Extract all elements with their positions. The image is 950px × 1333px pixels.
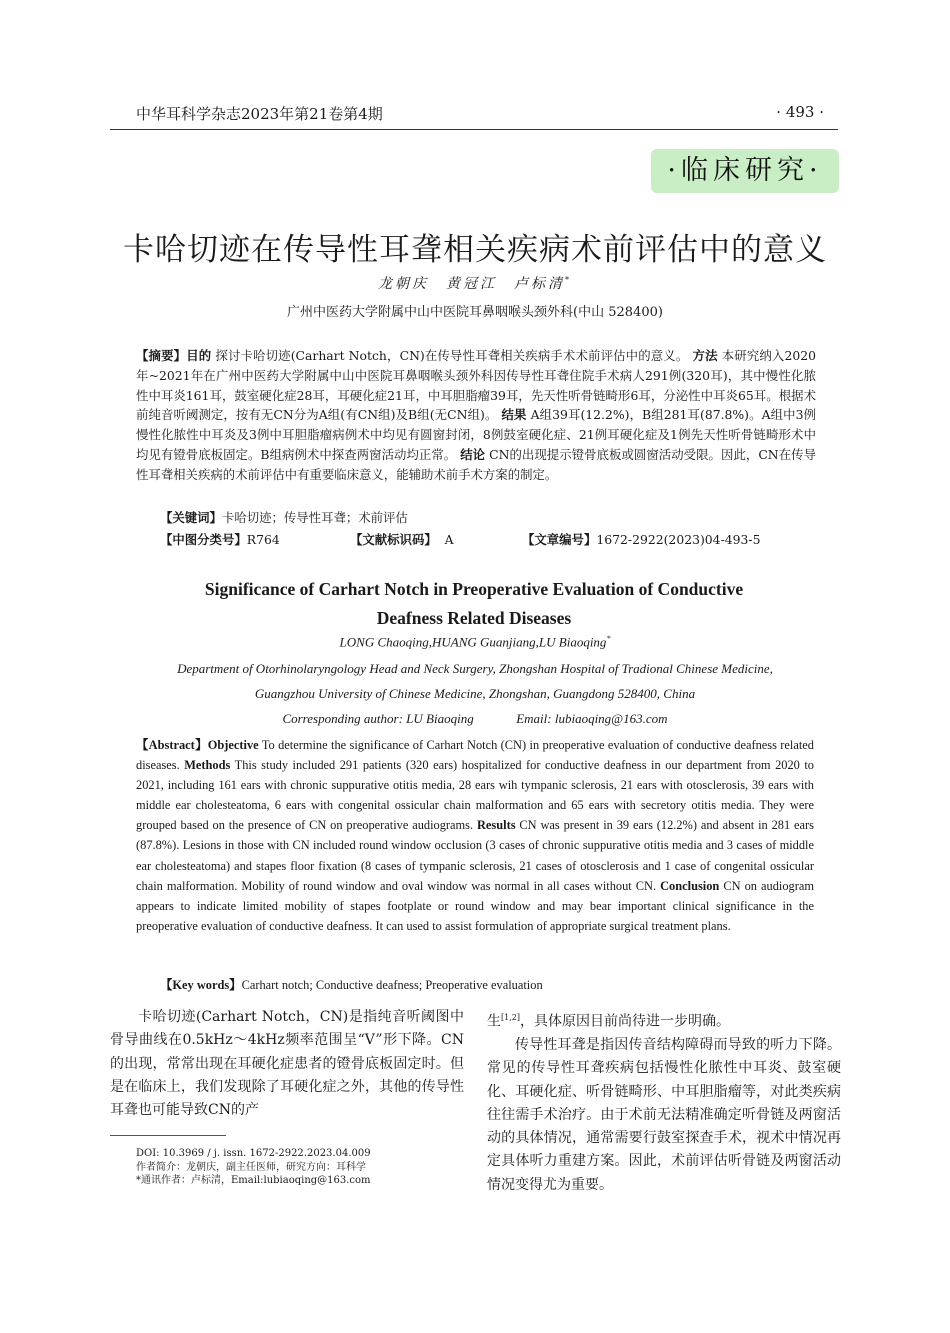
results-label: 结果 bbox=[501, 407, 527, 423]
abstract-en-objective: To determine the significance of Carhart Notch (CN) in preoperative evaluation of conductive deafness related diseases. bbox=[136, 738, 814, 773]
footnote-corresponding: *通讯作者：卢标清，Email:lubiaoqing@163.com bbox=[136, 1175, 371, 1186]
body-fragment: 生 bbox=[487, 1013, 501, 1030]
document-code bbox=[350, 530, 454, 548]
clc-label: 【中图分类号】 bbox=[160, 532, 247, 547]
footnotes bbox=[136, 1147, 466, 1188]
abstract-english bbox=[136, 735, 814, 936]
keywords-text: 卡哈切迹；传导性耳聋；术前评估 bbox=[221, 510, 408, 525]
footnote-divider bbox=[110, 1135, 226, 1136]
body-fragment: ，具体原因目前尚待进一步明确。 bbox=[519, 1013, 730, 1030]
body-column-left bbox=[110, 1006, 464, 1122]
conclusion-label: 结论 bbox=[460, 446, 486, 462]
citation-ref: [1,2] bbox=[501, 1013, 520, 1022]
keywords-english bbox=[160, 975, 820, 993]
keywords-en-label: 【Key words】 bbox=[160, 978, 242, 992]
body-paragraph-continued bbox=[487, 1006, 841, 1034]
methods-label: 方法 bbox=[692, 348, 718, 363]
corresponding-author: Corresponding author: LU Biaoqing bbox=[282, 711, 474, 726]
corresponding-english bbox=[60, 711, 890, 727]
abstract-objective: 探讨卡哈切迹(Carhart Notch，CN)在传导性耳聋相关疾病手术术前评估中的意义。 bbox=[215, 348, 689, 363]
journal-name: 中华耳科学杂志2023年第21卷第4期 bbox=[136, 105, 383, 123]
footnote-doi: DOI: 10.3969 / j. issn. 1672-2922.2023.04.009 bbox=[136, 1148, 371, 1159]
section-badge: ·临床研究· bbox=[651, 149, 839, 193]
authors-english-names: LONG Chaoqing,HUANG Guanjiang,LU Biaoqing bbox=[339, 634, 607, 650]
authors-chinese bbox=[60, 273, 890, 293]
abstract-results: A组39耳(12.2%)，B组281耳(87.8%)。A组中3例慢性化脓性中耳炎及3例中耳胆脂瘤病例术中均见有圆窗封闭，8例鼓室硬化症、21例耳硬化症及1例先天性听骨链畸形术中均见有镫骨底板固定。B组病例术中探查两窗活动均正常。 bbox=[136, 407, 816, 462]
corresponding-mark: * bbox=[565, 275, 572, 285]
corresponding-mark-en: * bbox=[606, 634, 611, 643]
page-number: · 493 · bbox=[776, 103, 824, 121]
abstract-chinese bbox=[136, 346, 816, 485]
body-column-right bbox=[487, 1006, 841, 1197]
abstract-en-methods-label: Methods bbox=[184, 758, 231, 773]
abstract-methods: 本研究纳入2020年~2021年在广州中医药大学附属中山中医院耳鼻咽喉头颈外科因传导性耳聋住院手术病人291例(320耳)，其中慢性化脓性中耳炎161耳，鼓室硬化症28耳，耳硬化症21耳，中耳胆脂瘤39耳，先天性听骨链畸形6耳，分泌性中耳炎65耳。根据术前纯音听阈测定，按有无CN分为A组(有CN组)及B组(无CN组)。 bbox=[136, 348, 817, 423]
title-english bbox=[110, 575, 838, 633]
affiliation-chinese: 广州中医药大学附属中山中医院耳鼻咽喉头颈外科(中山 528400) bbox=[287, 305, 663, 320]
body-paragraph: 传导性耳聋是指因传音结构障碍而导致的听力下降。常见的传导性耳聋疾病包括慢性化脓性中耳炎、鼓室硬化、耳硬化症、听骨链畸形、中耳胆脂瘤等，对此类疾病往往需手术治疗。由于术前无法精准确定听骨链及两窗活动的具体情况，通常需要行鼓室探查手术，视术中情况再定具体听力重建方案。因此，术前评估听骨链及两窗活动情况变得尤为重要。 bbox=[487, 1036, 841, 1193]
abstract-en-conclusion: CN on audiogram appears to indicate limited mobility of stapes footplate or round window and may bear important clinical significance in the preoperative evaluation of conductive deafness. It can used to assist formulation of appropriate surgical treatment plans. bbox=[136, 878, 814, 933]
abstract-en-methods: This study included 291 patients (320 ears) hospitalized for conductive deafness in our department from 2020 to 2021, including 161 ears with chronic suppurative otitis media, 28 ears wih tympanic sclerosis, 21 ears with otosclerosis, 39 ears with middle ear cholesteatoma, 6 ears with congenital ossicular chain malformation and 65 ears with secretory otitis media. They were grouped based on the presence of CN on preoperative audiograms. bbox=[136, 758, 815, 833]
abstract-label: 【摘要】目的 bbox=[136, 348, 212, 363]
authors-english bbox=[60, 634, 890, 650]
clc-code bbox=[160, 530, 280, 548]
doc-label: 【文献标识码】 bbox=[350, 532, 437, 547]
keywords-chinese bbox=[160, 508, 820, 526]
abstract-en-conclusion-label: Conclusion bbox=[660, 878, 720, 893]
running-header bbox=[110, 103, 838, 130]
affiliation-english-line1: Department of Otorhinolaryngology Head and Neck Surgery, Zhongshan Hospital of Tradional Chinese Medicine, bbox=[177, 661, 773, 676]
title-english-line2: Deafness Related Diseases bbox=[376, 608, 572, 628]
abstract-conclusion: CN的出现提示镫骨底板或圆窗活动受限。因此，CN在传导性耳聋相关疾病的术前评估中有重要临床意义，能辅助术前手术方案的制定。 bbox=[136, 446, 816, 482]
footnote-author-bio: 作者简介：龙朝庆，副主任医师，研究方向：耳科学 bbox=[136, 1161, 366, 1173]
body-paragraph: 卡哈切迹(Carhart Notch，CN)是指纯音听阈图中骨导曲线在0.5kHz～4kHz频率范围呈“V”形下降。CN的出现，常常出现在耳硬化症患者的镫骨底板固定时。但是在临床上，我们发现除了耳硬化症之外，其他的传导性耳聋也可能导致CN的产 bbox=[110, 1009, 464, 1119]
affiliation-english-line2: Guangzhou University of Chinese Medicine, Zhongshan, Guangdong 528400, China bbox=[254, 686, 696, 701]
article-value: 1672-2922(2023)04-493-5 bbox=[596, 532, 761, 547]
doc-value: A bbox=[444, 532, 454, 547]
article-label: 【文章编号】 bbox=[522, 532, 597, 547]
keywords-label: 【关键词】 bbox=[160, 510, 222, 525]
article-number bbox=[522, 530, 760, 548]
title-chinese: 卡哈切迹在传导性耳聋相关疾病术前评估中的意义 bbox=[123, 232, 827, 268]
abstract-en-results-label: Results bbox=[476, 818, 516, 833]
title-english-line1: Significance of Carhart Notch in Preoperative Evaluation of Conductive bbox=[204, 579, 744, 599]
authors-chinese-names: 龙朝庆 黄冠江 卢标清 bbox=[378, 276, 565, 292]
email-english: Email: lubiaoqing@163.com bbox=[516, 711, 668, 726]
keywords-en-text: Carhart notch; Conductive deafness; Preoperative evaluation bbox=[241, 978, 543, 992]
clc-value: R764 bbox=[246, 532, 280, 547]
abstract-en-results: CN was present in 39 ears (12.2%) and absent in 281 ears (87.8%). Lesions in those with CN included round window occlusion (3 cases of chronic suppurative otitis media and 3 cases of middle ear cholesteatoma) and stapes floor fixation (8 cases of tympanic sclerosis, 21 cases of otosclerosis and 1 case of congenital ossicular chain malformation. Mobility of round window and oval window was normal in all cases without CN. bbox=[136, 818, 814, 893]
abstract-en-label: 【Abstract】Objective bbox=[136, 738, 259, 752]
